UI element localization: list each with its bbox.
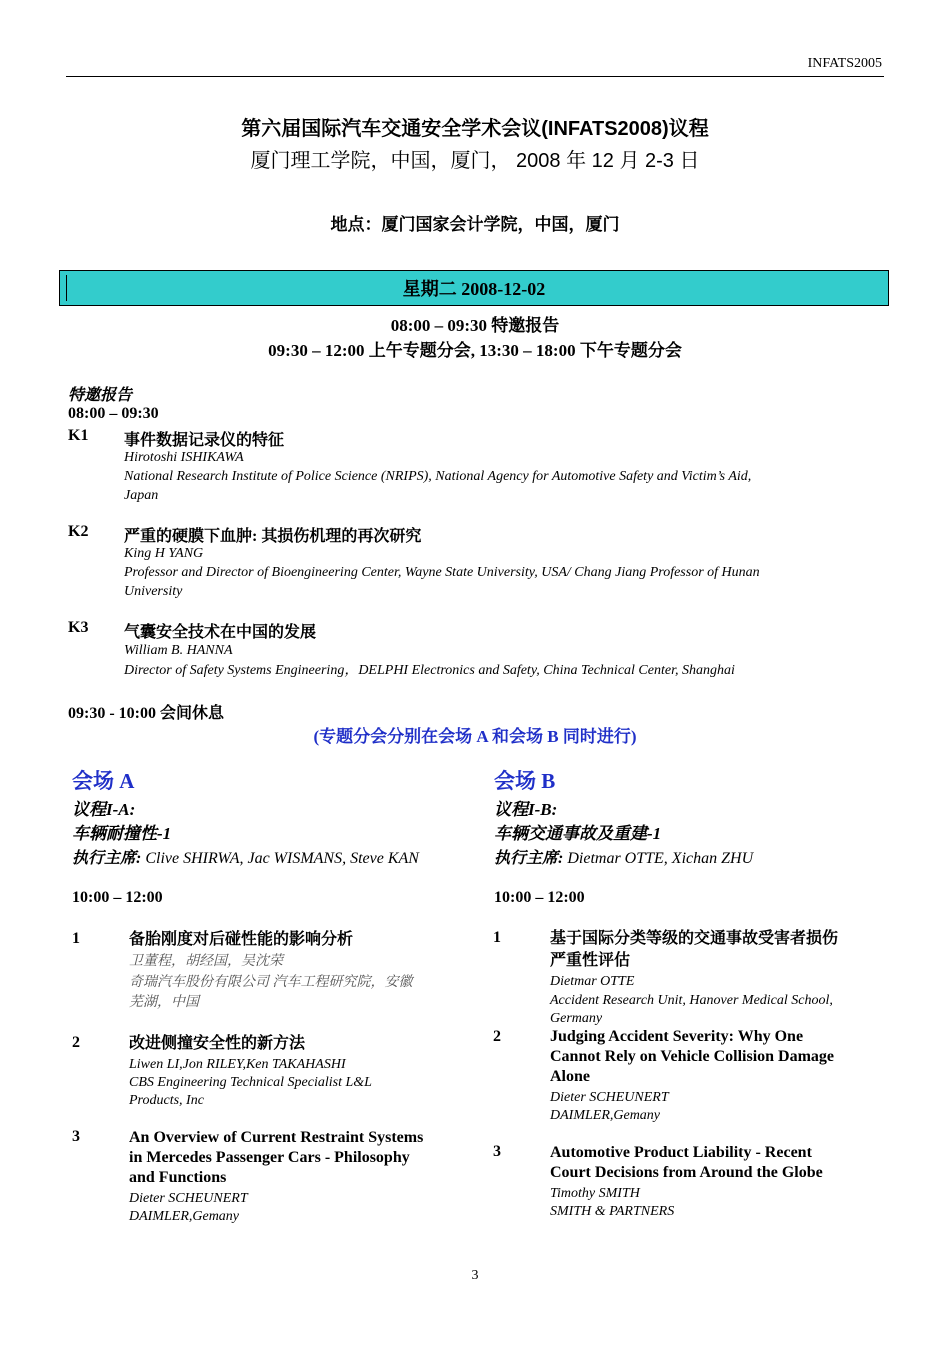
paper-author: Dieter SCHEUNERT xyxy=(550,1090,669,1105)
paper-title-cont: Alone xyxy=(550,1068,590,1085)
day-bar-inner-rule xyxy=(66,275,67,301)
paper-affiliation: Accident Research Unit, Hanover Medical School, xyxy=(550,993,833,1008)
paper-title: Judging Accident Severity: Why One xyxy=(550,1028,804,1045)
page-number: 3 xyxy=(471,1268,479,1283)
paper-title-cont: and Functions xyxy=(129,1169,227,1186)
paper-title: An Overview of Current Restraint Systems xyxy=(129,1129,424,1146)
paper-author: Dieter SCHEUNERT xyxy=(129,1191,248,1206)
paper-author: Liwen LI,Jon RILEY,Ken TAKAHASHI xyxy=(129,1057,346,1072)
keynote-author: King H YANG xyxy=(124,546,204,561)
paper-title-cont: in Mercedes Passenger Cars - Philosophy xyxy=(129,1149,410,1166)
schedule-line-2: 09:30 – 12:00 上午专题分会, 13:30 – 18:00 下午专题分会 xyxy=(268,341,682,360)
paper-author: Timothy SMITH xyxy=(550,1186,640,1201)
schedule-line-1: 08:00 – 09:30 特邀报告 xyxy=(390,316,560,335)
keynote-time: 08:00 – 09:30 xyxy=(68,405,159,422)
keynote-author: Hirotoshi ISHIKAWA xyxy=(124,450,244,465)
hall-b-chairs xyxy=(494,845,753,868)
keynote-affiliation-cont: University xyxy=(124,584,183,599)
day-bar xyxy=(59,270,889,306)
paper-title-cont: Court Decisions from Around the Globe xyxy=(550,1164,823,1181)
keynote-title: 气囊安全技术在中国的发展 xyxy=(124,624,317,641)
hall-b-topic: 车辆交通事故及重建-1 xyxy=(494,824,662,843)
paper-title: 改进侧撞安全性的新方法 xyxy=(129,1035,306,1052)
chair-label: 执行主席: xyxy=(494,850,564,867)
hall-a-name: 会场 A xyxy=(72,769,135,793)
paper-number: 2 xyxy=(493,1028,501,1045)
hall-b-session: 议程I-B: xyxy=(494,800,558,819)
hall-a-topic: 车辆耐撞性-1 xyxy=(72,824,172,843)
parallel-session-note: (专题分会分别在会场 A 和会场 B 同时进行) xyxy=(313,727,637,746)
paper-number: 3 xyxy=(72,1128,80,1145)
paper-author: 卫董程，胡经国，吴沈荣 xyxy=(129,954,283,969)
day-bar-label: 星期二 2008-12-02 xyxy=(402,279,546,299)
paper-affiliation-cont: Products, Inc xyxy=(129,1093,204,1108)
hall-a-time: 10:00 – 12:00 xyxy=(72,889,163,906)
running-header: INFATS2005 xyxy=(807,56,882,71)
keynote-affiliation: Professor and Director of Bioengineering Center, Wayne State University, USA/ Chang Jiang Professor of Hunan xyxy=(124,565,760,580)
paper-title: 备胎刚度对后碰性能的影响分析 xyxy=(129,931,354,948)
paper-affiliation: SMITH & PARTNERS xyxy=(550,1204,675,1219)
paper-affiliation: DAIMLER,Gemany xyxy=(550,1108,661,1123)
keynote-heading: 特邀报告 xyxy=(68,387,133,404)
paper-affiliation-cont: Germany xyxy=(550,1011,603,1026)
keynote-id: K3 xyxy=(68,619,89,636)
keynote-title: 严重的硬膜下血肿: 其损伤机理的再次研究 xyxy=(124,528,422,545)
keynote-affiliation: Director of Safety Systems Engineering，DELPHI Electronics and Safety, China Technical Center, Shanghai xyxy=(124,663,735,678)
keynote-affiliation-cont: Japan xyxy=(124,488,159,503)
keynote-title: 事件数据记录仪的特征 xyxy=(124,432,285,449)
paper-title: Automotive Product Liability - Recent xyxy=(550,1144,812,1161)
paper-affiliation: 奇瑞汽车股份有限公司 汽车工程研究院，安徽 xyxy=(129,975,413,990)
hall-b-name: 会场 B xyxy=(494,769,556,793)
paper-affiliation: CBS Engineering Technical Specialist L&L xyxy=(129,1075,372,1090)
hall-b-time: 10:00 – 12:00 xyxy=(494,889,585,906)
document-title: 第六届国际汽车交通安全学术会议(INFATS2008)议程 xyxy=(241,118,709,140)
venue-line: 地点：厦门国家会计学院，中国，厦门 xyxy=(330,215,620,234)
paper-number: 1 xyxy=(72,930,80,947)
keynote-id: K2 xyxy=(68,523,89,540)
document-subtitle: 厦门理工学院，中国，厦门， 2008 年 12 月 2-3 日 xyxy=(250,150,700,172)
hall-a-chairs xyxy=(72,845,419,868)
paper-number: 3 xyxy=(493,1143,501,1160)
paper-title-cont: 严重性评估 xyxy=(550,952,631,969)
paper-author: Dietmar OTTE xyxy=(550,974,635,989)
paper-number: 1 xyxy=(493,929,501,946)
hall-a-session: 议程I-A: xyxy=(72,800,136,819)
paper-title-cont: Cannot Rely on Vehicle Collision Damage xyxy=(550,1048,835,1065)
keynote-affiliation: National Research Institute of Police Science (NRIPS), National Agency for Automotive Safety and Victim’s Aid, xyxy=(124,469,752,484)
break-line: 09:30 - 10:00 会间休息 xyxy=(68,705,224,722)
chair-label: 执行主席: xyxy=(72,850,142,867)
paper-title: 基于国际分类等级的交通事故受害者损伤 xyxy=(550,930,839,947)
paper-affiliation: DAIMLER,Gemany xyxy=(129,1209,240,1224)
keynote-author: William B. HANNA xyxy=(124,643,233,658)
paper-affiliation-cont: 芜湖，中国 xyxy=(129,995,199,1010)
chair-names: Dietmar OTTE, Xichan ZHU xyxy=(563,850,754,867)
keynote-id: K1 xyxy=(68,427,89,444)
header-rule xyxy=(66,76,884,77)
chair-names: Clive SHIRWA, Jac WISMANS, Steve KAN xyxy=(141,850,419,867)
paper-number: 2 xyxy=(72,1034,80,1051)
